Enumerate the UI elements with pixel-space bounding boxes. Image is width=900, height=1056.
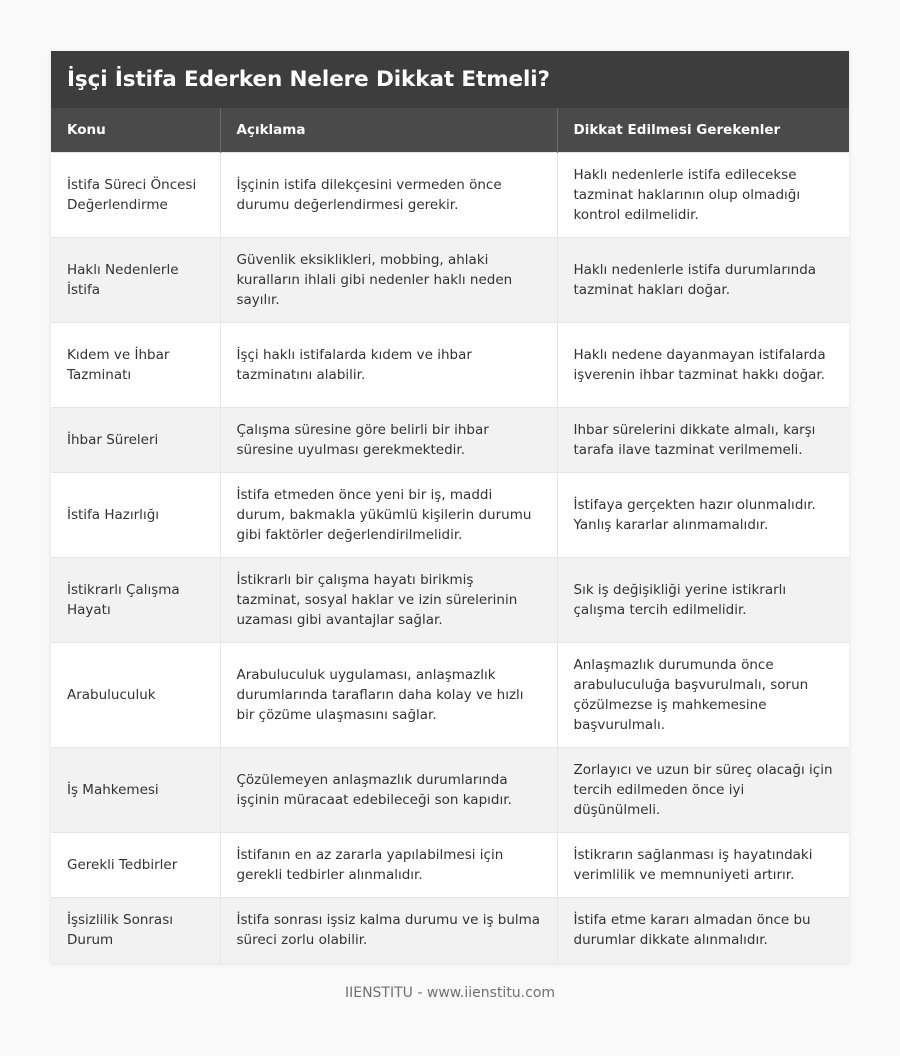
table-row — [51, 473, 849, 558]
column-header-dikkat: Dikkat Edilmesi Gerekenler — [557, 108, 849, 153]
cell-konu: İşsizlilik Sonrası Durum — [51, 898, 220, 963]
cell-konu: Gerekli Tedbirler — [51, 833, 220, 898]
table-row — [51, 323, 849, 408]
cell-aciklama: Çözülemeyen anlaşmazlık durumlarında işçinin müracaat edebileceği son kapıdır. — [220, 748, 557, 833]
cell-dikkat: Haklı nedenlerle istifa edilecekse tazminat haklarının olup olmadığı kontrol edilmelidir. — [557, 153, 849, 238]
cell-aciklama: Arabuluculuk uygulaması, anlaşmazlık durumlarında tarafların daha kolay ve hızlı bir çözüme ulaşmasını sağlar. — [220, 643, 557, 748]
title-bar — [51, 51, 849, 108]
cell-konu: İhbar Süreleri — [51, 408, 220, 473]
cell-aciklama: İstifanın en az zararla yapılabilmesi için gerekli tedbirler alınmalıdır. — [220, 833, 557, 898]
cell-konu: İstikrarlı Çalışma Hayatı — [51, 558, 220, 643]
table-row — [51, 408, 849, 473]
footer-credit: IIENSTITU - www.iienstitu.com — [344, 985, 556, 1001]
cell-konu: Kıdem ve İhbar Tazminatı — [51, 323, 220, 408]
column-header-aciklama: Açıklama — [220, 108, 557, 153]
cell-konu: İstifa Hazırlığı — [51, 473, 220, 558]
cell-aciklama: İşçi haklı istifalarda kıdem ve ihbar tazminatını alabilir. — [220, 323, 557, 408]
table-row — [51, 898, 849, 963]
cell-dikkat: Sık iş değişikliği yerine istikrarlı çalışma tercih edilmelidir. — [557, 558, 849, 643]
cell-aciklama: İstifa sonrası işsiz kalma durumu ve iş bulma süreci zorlu olabilir. — [220, 898, 557, 963]
cell-aciklama: Çalışma süresine göre belirli bir ihbar süresine uyulması gerekmektedir. — [220, 408, 557, 473]
table-row — [51, 558, 849, 643]
cell-konu: İş Mahkemesi — [51, 748, 220, 833]
header-row — [51, 108, 849, 153]
cell-aciklama: Güvenlik eksiklikleri, mobbing, ahlaki kuralların ihlali gibi nedenler haklı neden sayılır. — [220, 238, 557, 323]
table-header — [51, 108, 849, 153]
cell-konu: Haklı Nedenlerle İstifa — [51, 238, 220, 323]
cell-konu: Arabuluculuk — [51, 643, 220, 748]
cell-dikkat: Anlaşmazlık durumunda önce arabuluculuğa başvurulmalı, sorun çözülmezse iş mahkemesine başvurulmalı. — [557, 643, 849, 748]
cell-dikkat: İstifaya gerçekten hazır olunmalıdır. Yanlış kararlar alınmamalıdır. — [557, 473, 849, 558]
table-row — [51, 153, 849, 238]
cell-dikkat: Haklı nedene dayanmayan istifalarda işverenin ihbar tazminat hakkı doğar. — [557, 323, 849, 408]
table-row — [51, 643, 849, 748]
cell-dikkat: İstikrarın sağlanması iş hayatındaki verimlilik ve memnuniyeti artırır. — [557, 833, 849, 898]
cell-dikkat: İstifa etme kararı almadan önce bu durumlar dikkate alınmalıdır. — [557, 898, 849, 963]
table-card — [51, 51, 849, 963]
info-table — [51, 108, 849, 963]
column-header-konu: Konu — [51, 108, 220, 153]
cell-dikkat: Zorlayıcı ve uzun bir süreç olacağı için tercih edilmeden önce iyi düşünülmeli. — [557, 748, 849, 833]
cell-dikkat: Ihbar sürelerini dikkate almalı, karşı tarafa ilave tazminat verilmemeli. — [557, 408, 849, 473]
cell-dikkat: Haklı nedenlerle istifa durumlarında tazminat hakları doğar. — [557, 238, 849, 323]
table-row — [51, 833, 849, 898]
cell-aciklama: İstifa etmeden önce yeni bir iş, maddi durum, bakmakla yükümlü kişilerin durumu gibi faktörler değerlendirilmelidir. — [220, 473, 557, 558]
table-body — [51, 153, 849, 963]
page-title: İşçi İstifa Ederken Nelere Dikkat Etmeli? — [67, 67, 550, 92]
cell-aciklama: İşçinin istifa dilekçesini vermeden önce durumu değerlendirmesi gerekir. — [220, 153, 557, 238]
cell-konu: İstifa Süreci Öncesi Değerlendirme — [51, 153, 220, 238]
table-row — [51, 748, 849, 833]
table-row — [51, 238, 849, 323]
cell-aciklama: İstikrarlı bir çalışma hayatı birikmiş tazminat, sosyal haklar ve izin sürelerinin uzaması gibi avantajlar sağlar. — [220, 558, 557, 643]
